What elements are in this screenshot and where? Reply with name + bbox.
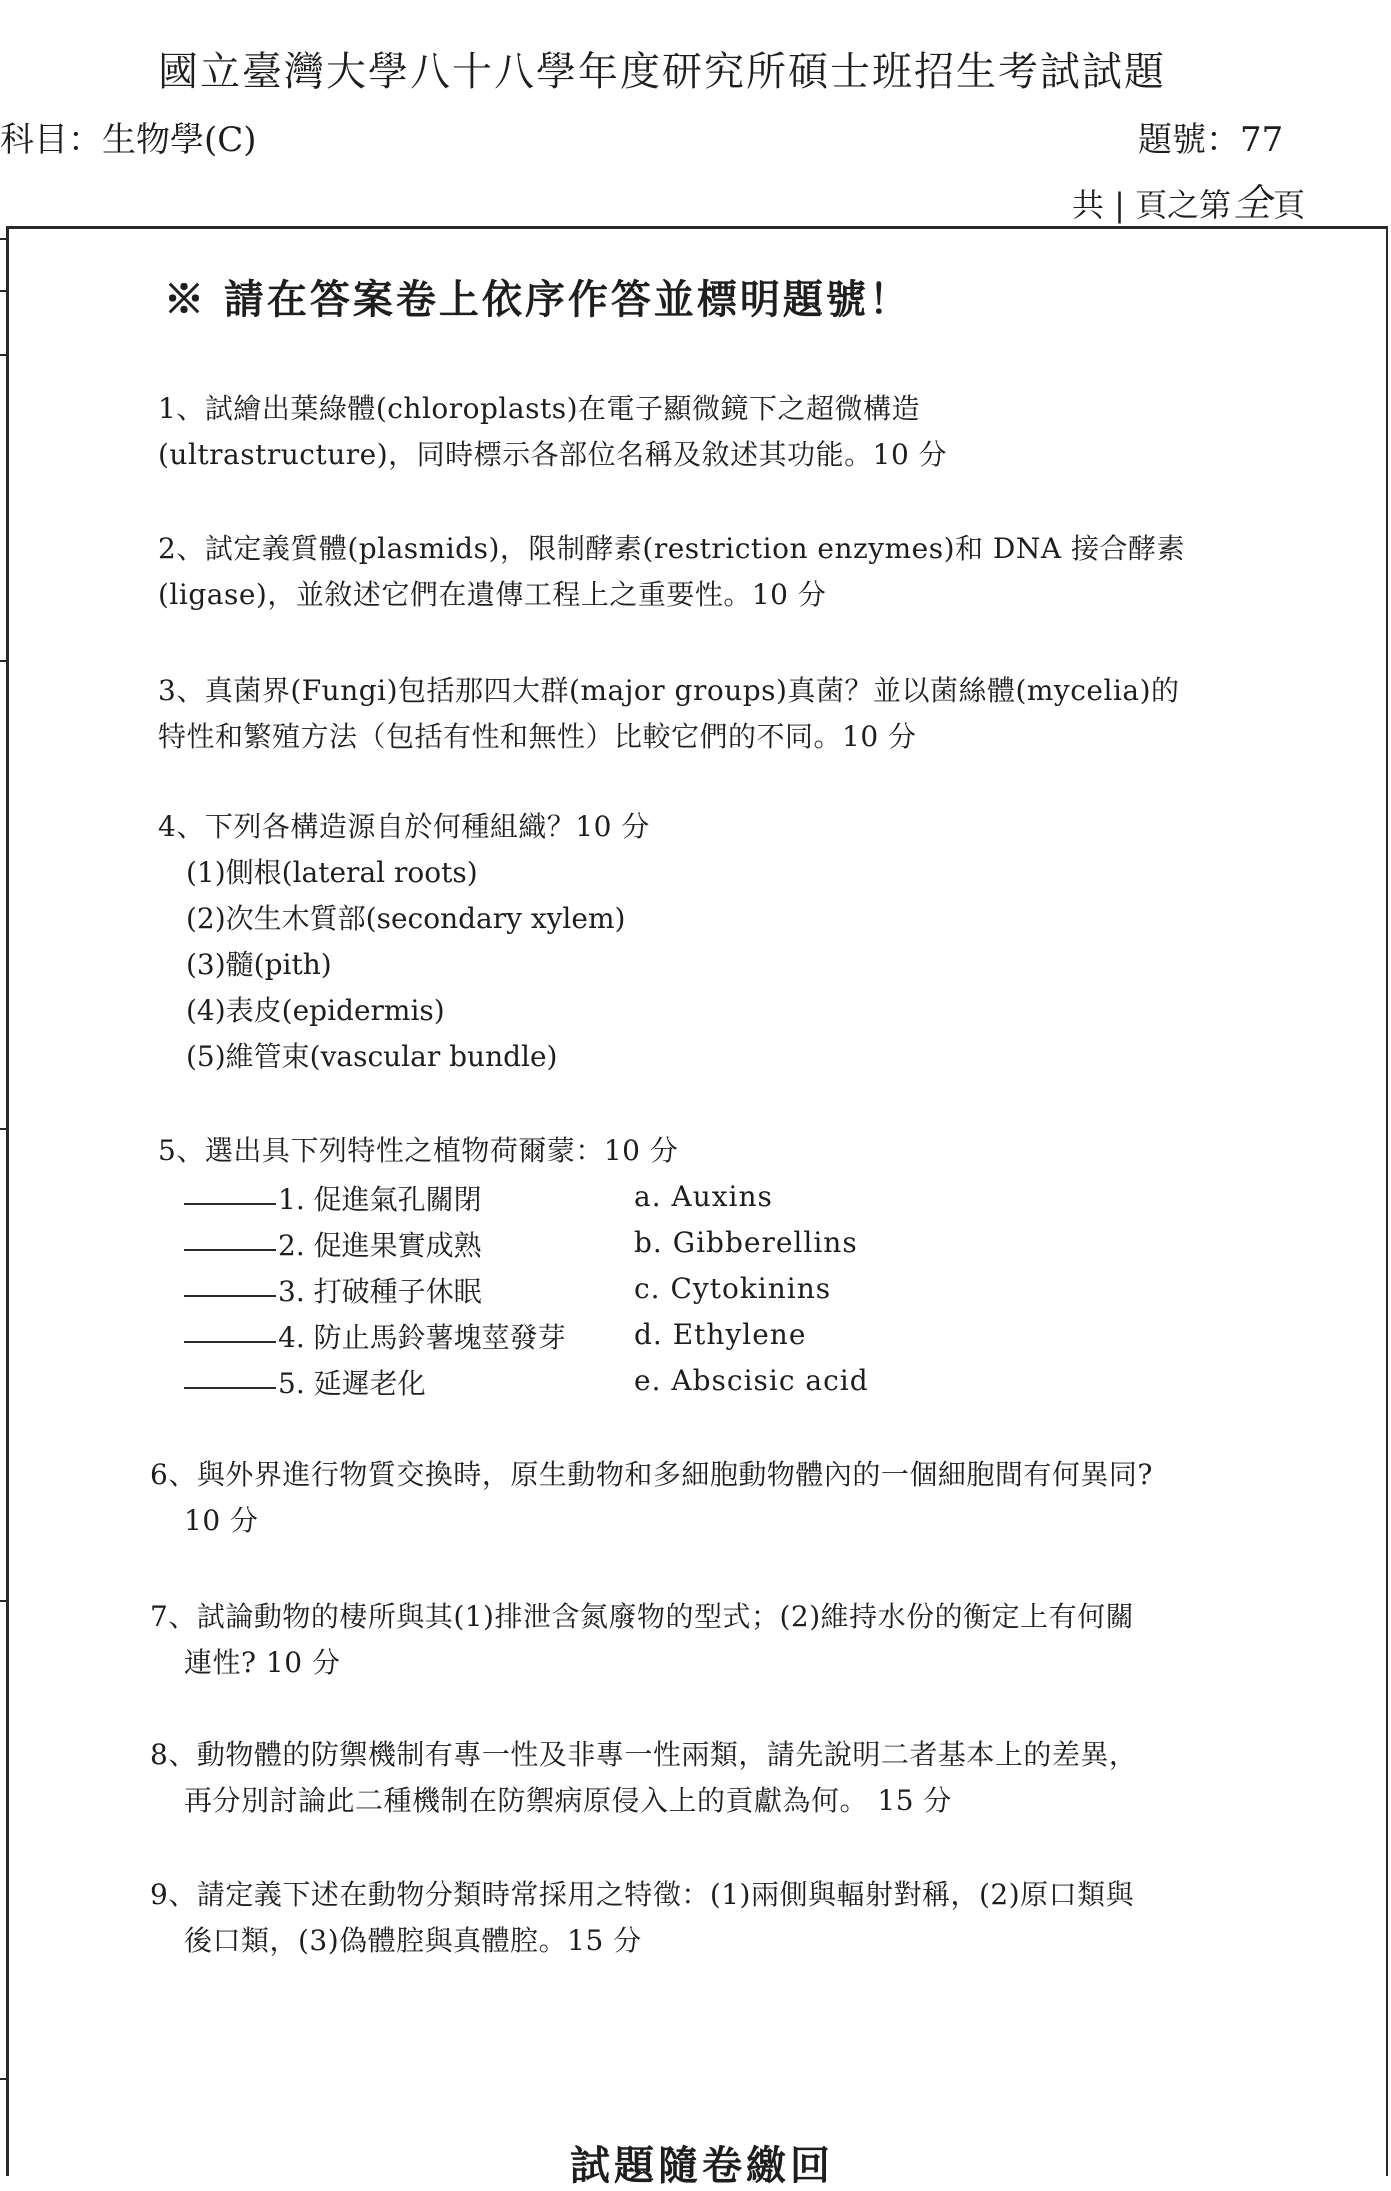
match-right-item-c: c. Cytokinins <box>634 1272 832 1305</box>
page-count-prefix: 共 | 頁之第 <box>1072 186 1232 224</box>
question-6-line-1: 6、與外界進行物質交換時，原生動物和多細胞動物體內的一個細胞間有何異同? <box>150 1458 1153 1491</box>
question-7-line-1: 7、試論動物的棲所與其(1)排泄含氮廢物的型式；(2)維持水份的衡定上有何關 <box>150 1600 1135 1633</box>
match-left-item-2: 2. 促進果實成熟 <box>184 1224 482 1264</box>
answer-blank <box>184 1387 276 1389</box>
question-9 <box>150 1872 1134 1964</box>
page-count-suffix: 頁 <box>1273 186 1306 224</box>
question-4-line-1: 4、下列各構造源自於何種組織？10 分 <box>158 810 650 843</box>
question-2-line-1: 2、試定義質體(plasmids)，限制酵素(restriction enzymes)和 DNA 接合酵素 <box>158 532 1185 565</box>
question-2 <box>158 526 1185 618</box>
question-8 <box>150 1732 1137 1824</box>
question-8-line-2: 再分別討論此二種機制在防禦病原侵入上的貢獻為何。 15 分 <box>184 1784 952 1817</box>
match-left-item-3: 3. 打破種子休眠 <box>184 1270 482 1310</box>
answer-blank <box>184 1341 276 1343</box>
match-left-item-1: 1. 促進氣孔關閉 <box>184 1178 482 1218</box>
question-5-line-1: 5、選出具下列特性之植物荷爾蒙：10 分 <box>158 1134 679 1167</box>
page-current-handwritten: 全 <box>1233 181 1272 225</box>
edge-tick <box>0 354 8 356</box>
edge-tick <box>0 1600 8 1602</box>
question-3-line-1: 3、真菌界(Fungi)包括那四大群(major groups)真菌？並以菌絲體(mycelia)的 <box>158 674 1180 707</box>
question-1-line-2: (ultrastructure)，同時標示各部位名稱及敘述其功能。10 分 <box>158 438 948 471</box>
question-6-line-2: 10 分 <box>184 1504 259 1537</box>
edge-tick <box>0 660 8 662</box>
question-number: 題號：77 <box>1138 120 1284 160</box>
question-4-item-5: (5)維管束(vascular bundle) <box>186 1040 558 1073</box>
question-4-item-2: (2)次生木質部(secondary xylem) <box>186 902 626 935</box>
answer-blank <box>184 1203 276 1205</box>
match-left-item-5: 5. 延遲老化 <box>184 1362 426 1402</box>
match-left-item-4: 4. 防止馬鈴薯塊莖發芽 <box>184 1316 566 1356</box>
question-2-line-2: (ligase)，並敘述它們在遺傳工程上之重要性。10 分 <box>158 578 827 611</box>
answer-blank <box>184 1295 276 1297</box>
question-3-line-2: 特性和繁殖方法（包括有性和無性）比較它們的不同。10 分 <box>158 720 917 753</box>
edge-tick <box>0 290 8 292</box>
instruction-banner: ※ 請在答案卷上依序作答並標明題號！ <box>164 276 912 323</box>
question-7-line-2: 連性? 10 分 <box>184 1646 341 1679</box>
question-7 <box>150 1594 1134 1686</box>
exam-title: 國立臺灣大學八十八學年度研究所碩士班招生考試試題 <box>158 49 1166 95</box>
match-right-item-d: d. Ethylene <box>634 1318 807 1351</box>
question-5 <box>158 1128 678 1174</box>
match-right-item-a: a. Auxins <box>634 1180 773 1213</box>
question-1-line-1: 1、試繪出葉綠體(chloroplasts)在電子顯微鏡下之超微構造 <box>158 392 920 425</box>
question-4 <box>158 804 650 850</box>
page-count <box>1072 172 1305 227</box>
edge-tick <box>0 2078 8 2080</box>
subject-label: 科目：生物學(C) <box>0 120 257 160</box>
question-9-line-1: 9、請定義下述在動物分類時常採用之特徵：(1)兩側與輻射對稱，(2)原口類與 <box>150 1878 1135 1911</box>
question-8-line-1: 8、動物體的防禦機制有專一性及非專一性兩類，請先說明二者基本上的差異， <box>150 1738 1138 1771</box>
answer-blank <box>184 1249 276 1251</box>
question-9-line-2: 後口類，(3)偽體腔與真體腔。15 分 <box>184 1924 642 1957</box>
edge-tick <box>0 1128 8 1130</box>
match-right-item-b: b. Gibberellins <box>634 1226 858 1259</box>
question-4-item-4: (4)表皮(epidermis) <box>186 994 445 1027</box>
return-exam-note: 試題隨卷繳回 <box>570 2142 834 2189</box>
question-3 <box>158 668 1180 760</box>
edge-tick <box>0 238 8 240</box>
question-4-item-3: (3)髓(pith) <box>186 948 332 981</box>
match-right-item-e: e. Abscisic acid <box>634 1364 869 1397</box>
question-4-item-1: (1)側根(lateral roots) <box>186 856 478 889</box>
question-6 <box>150 1452 1153 1544</box>
question-1 <box>158 386 947 478</box>
